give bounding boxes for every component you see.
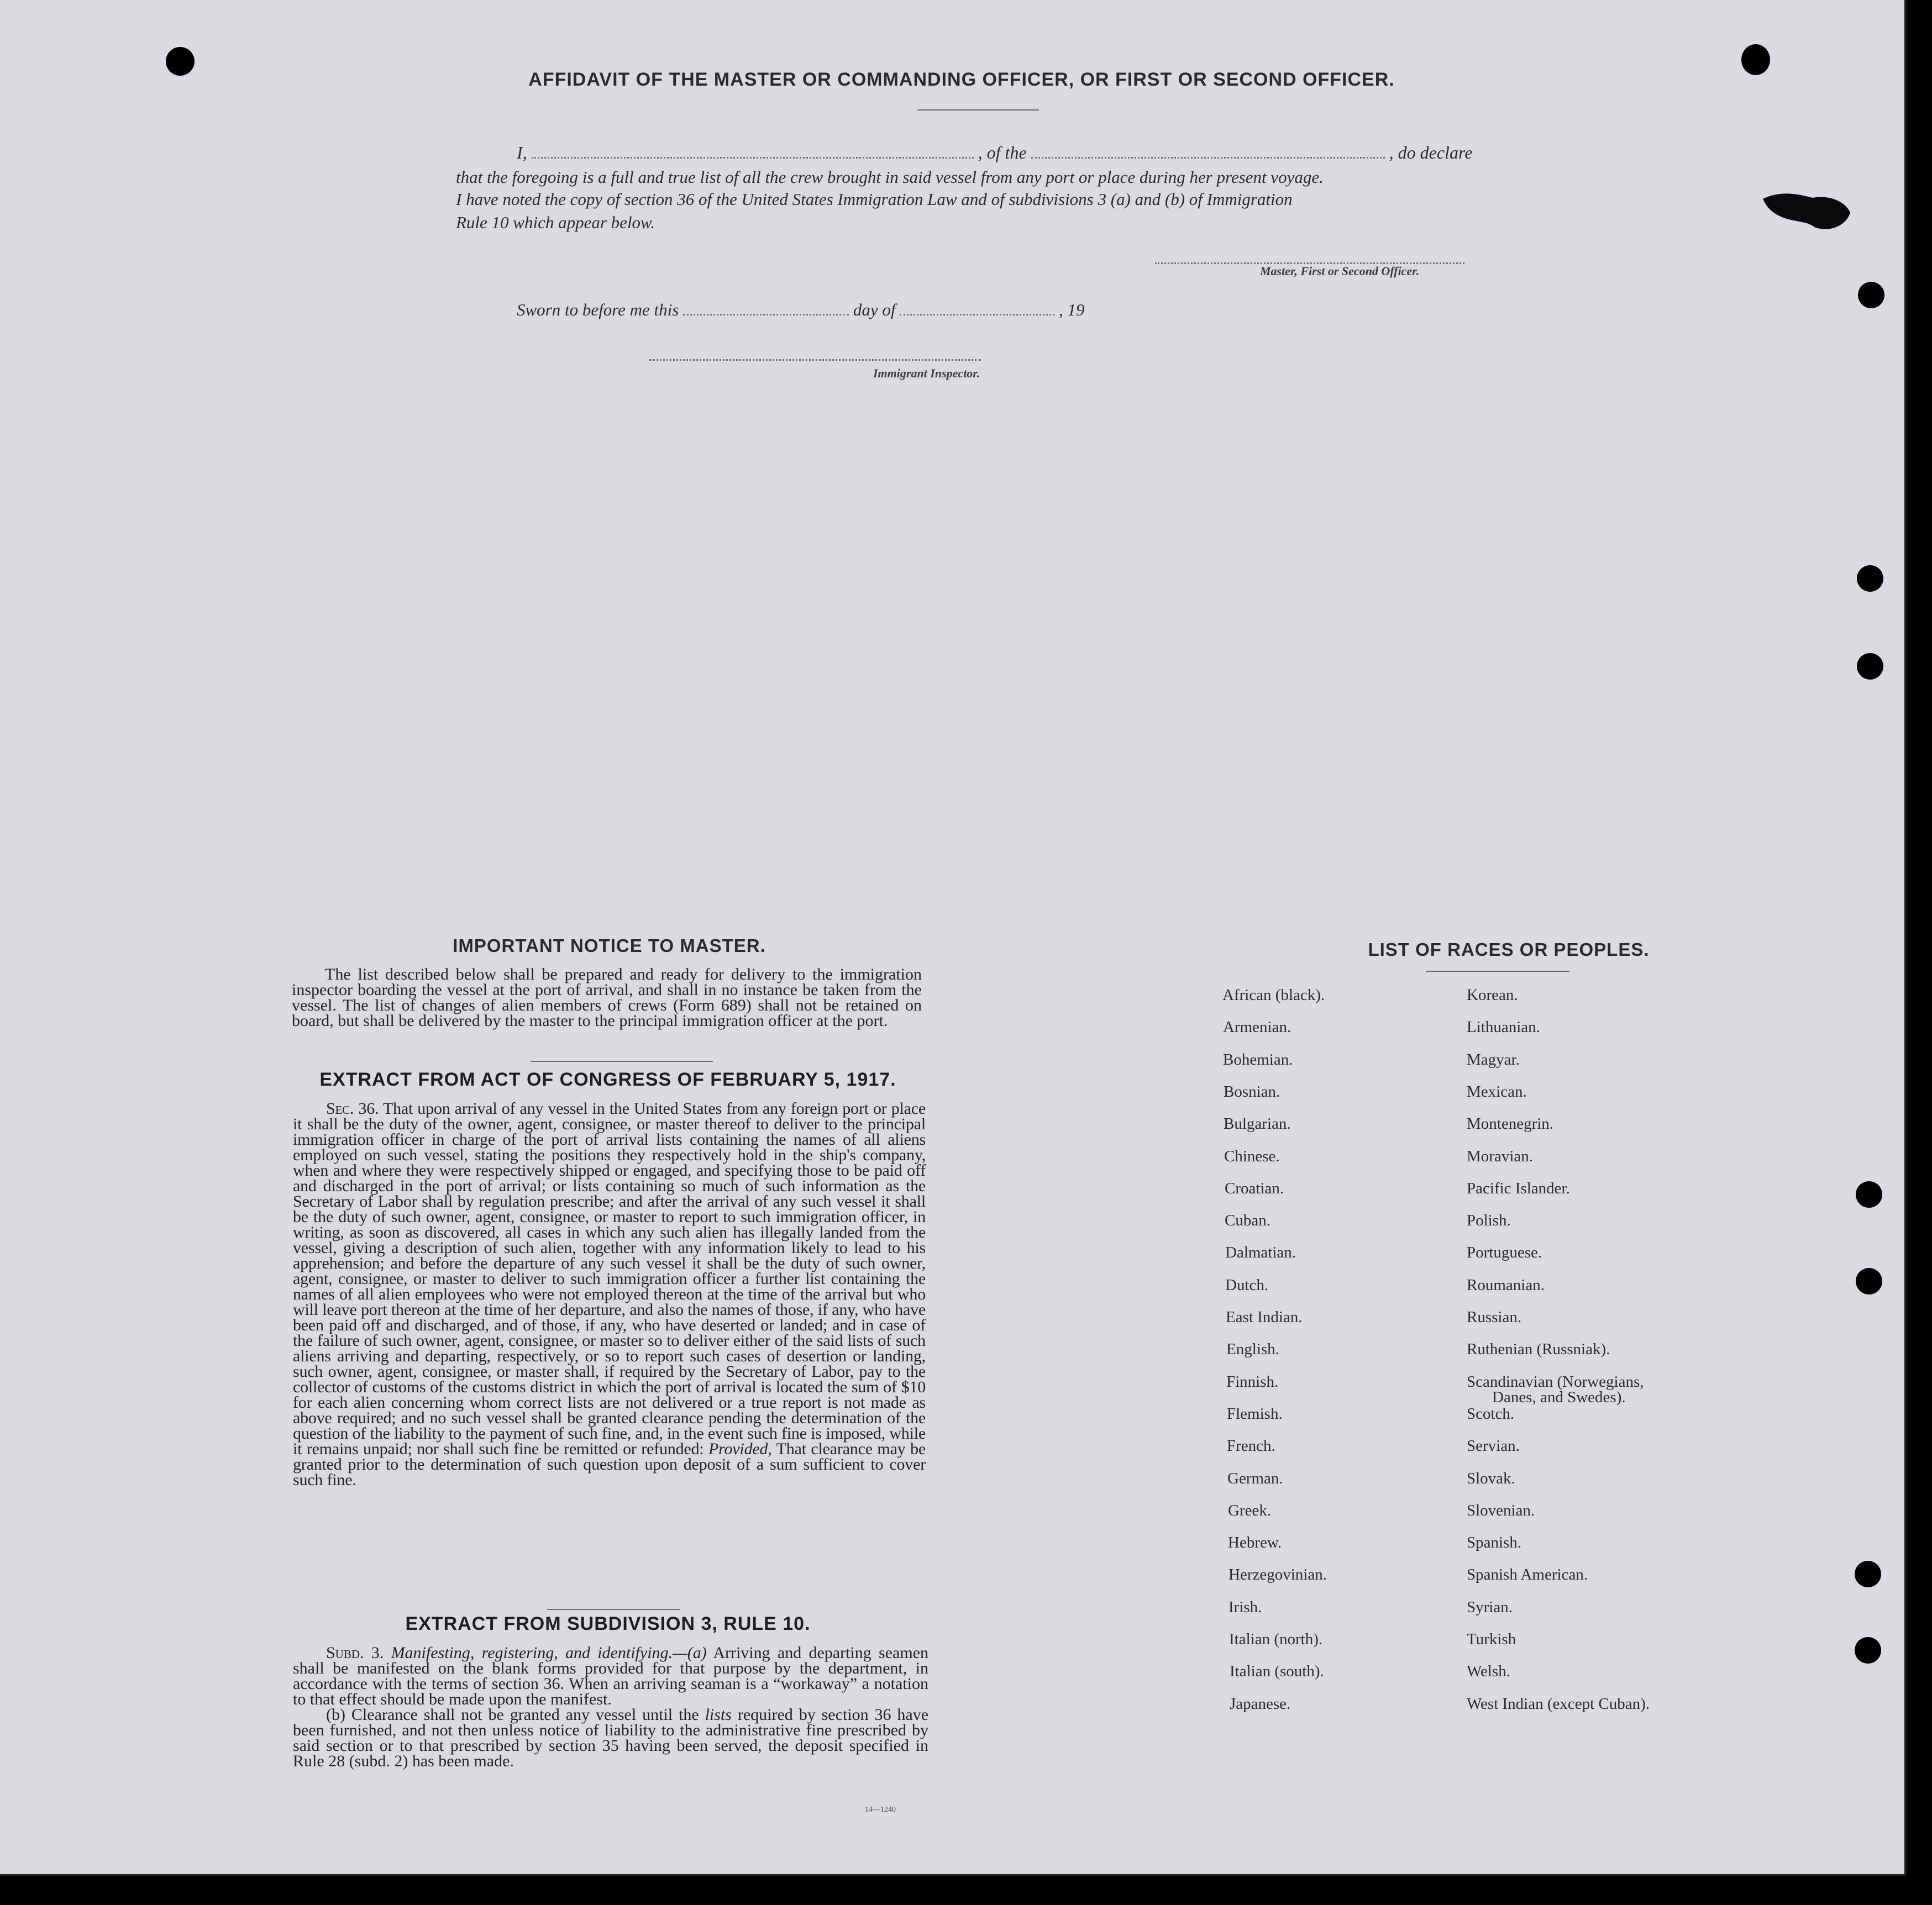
act-extract-title: EXTRACT FROM ACT OF CONGRESS OF FEBRUARY 5, 1917. (319, 1069, 896, 1090)
rule-extract-title: EXTRACT FROM SUBDIVISION 3, RULE 10. (405, 1613, 811, 1634)
race-item: Irish. (1229, 1598, 1262, 1616)
punch-hole (1858, 282, 1884, 308)
sworn-year: , 19 (1058, 300, 1085, 319)
affidavit-line-2: that the foregoing is a full and true list of all the crew brought in said vessel from any port or place during her present voyage. (456, 167, 1324, 187)
race-item: Italian (south). (1230, 1662, 1324, 1680)
section-label: Sec. 36. (326, 1099, 379, 1118)
provided-word: Provided, (708, 1440, 772, 1458)
race-item: Finnish. (1226, 1373, 1279, 1391)
race-item: Bosnian. (1224, 1083, 1280, 1101)
punch-hole (1856, 1181, 1882, 1208)
race-item: Spanish American. (1467, 1566, 1588, 1583)
master-signature-label: Master, First or Second Officer. (1260, 264, 1420, 278)
race-item: Scotch. (1467, 1405, 1515, 1423)
race-item: Hebrew. (1228, 1534, 1282, 1551)
race-item: Dalmatian. (1225, 1244, 1296, 1261)
punch-hole (1856, 1268, 1882, 1294)
act-extract-text (293, 1101, 926, 1488)
rule-paragraph-b (293, 1707, 928, 1769)
act-body: That upon arrival of any vessel in the United States from any foreign port or place it shall be the duty of the owner, agent, consignee, or master thereof to deliver to the principal immigration officer in charge of the port of arrival lists containing the names of all aliens employed on such vessel, stating the positions they respectively hold in the ship's company, when and where they were respectively shipped or engaged, and specifying those to be paid off and discharged in the port of arrival; or lists containing so much of such information as the Secretary of Labor shall by regulation prescribe; and after the arrival of any such vessel it shall be the duty of such owner, agent, consignee, or master to report to such immigration officer, in writing, as soon as discovered, all cases in which any such alien has illegally landed from the vessel, giving a description of such alien, together with any information likely to lead to his apprehension; and before the departure of any such vessel it shall be the duty of such owner, agent, consignee, or master to deliver to such immigration officer a further list containing the names of all alien employees who were not employed thereon at the time of the arrival but who will leave port thereon at the time of her departure, and also the names of those, if any, who have been paid off and discharged, and of those, if any, who have deserted or landed; and in case of the failure of such owner, agent, consignee, or master so to deliver either of the said lists of such aliens arriving and departing, respectively, or so to report such cases of desertion or landing, such owner, agent, consignee, or master shall, if required by the Secretary of Labor, pay to the collector of customs of the customs district in which the port of arrival is located the sum of $10 for each alien concerning whom correct lists are not delivered or a true report is not made as above required; and no such vessel shall be granted clearance pending the determination of the question of the liability to the payment of such fine, and, in the event such fine is imposed, while it remains unpaid; nor shall such fine be remitted or refunded: (293, 1099, 926, 1458)
notice-paragraph: The list described below shall be prepared and ready for delivery to the immigration inspector boarding the vessel at the port of arrival, and shall in no instance be taken from the vessel. The list of changes of alien members of crews (Form 689) shall not be retained on board, but shall be delivered by the master to the principal immigration officer at the port. (292, 965, 922, 1030)
race-item: Montenegrin. (1467, 1115, 1554, 1133)
race-item: East Indian. (1226, 1308, 1303, 1326)
race-item: Servian. (1467, 1437, 1520, 1455)
race-item: Italian (north). (1229, 1630, 1323, 1648)
race-item: Greek. (1228, 1502, 1272, 1519)
race-item: Roumanian. (1467, 1276, 1545, 1294)
races-title-rule (1426, 971, 1569, 972)
punch-hole (1855, 1637, 1881, 1664)
rule-paragraph-a (293, 1645, 928, 1707)
act-paragraph (293, 1101, 926, 1488)
race-item: Lithuanian. (1467, 1018, 1540, 1036)
race-item: Chinese. (1224, 1148, 1280, 1165)
punch-hole (166, 47, 195, 76)
race-item: French. (1227, 1437, 1275, 1455)
para-a-body: Arriving and departing seamen shall be manifested on the blank forms provided for that purpose by the department, in accordance with the terms of section 36. When an arriving seaman is a “workaway” a notation to that effect should be made upon the manifest. (293, 1644, 928, 1708)
race-item: Mexican. (1467, 1083, 1527, 1101)
section-rule (531, 1061, 713, 1062)
race-item: Slovak. (1467, 1470, 1515, 1487)
race-item: English. (1226, 1340, 1279, 1358)
race-item: Spanish. (1467, 1534, 1522, 1551)
affidavit-line-3: I have noted the copy of section 36 of the United States Immigration Law and of subdivisions 3 (a) and (b) of Immigration (456, 190, 1293, 209)
notice-text (292, 967, 922, 1029)
race-item: Syrian. (1467, 1598, 1513, 1616)
race-item: German. (1227, 1470, 1283, 1487)
notice-title: IMPORTANT NOTICE TO MASTER. (453, 935, 766, 956)
punch-hole (1855, 1561, 1881, 1587)
race-item: Turkish (1467, 1630, 1516, 1648)
affidavit-declaration-line (517, 143, 1511, 163)
race-item: Bulgarian. (1224, 1115, 1291, 1133)
race-item: Scandinavian (Norwegians, (1467, 1373, 1644, 1391)
race-item: Croatian. (1225, 1180, 1284, 1197)
subd-heading: Manifesting, registering, and identifying.—(a) (391, 1644, 707, 1662)
month-field[interactable] (900, 308, 1054, 315)
race-item: Korean. (1467, 986, 1518, 1004)
race-item: African (black). (1222, 986, 1325, 1004)
race-item: Welsh. (1467, 1662, 1511, 1680)
sworn-day-of: day of (853, 300, 896, 319)
sworn-prefix: Sworn to before me this (517, 300, 679, 319)
inspector-label: Immigrant Inspector. (873, 366, 980, 380)
title-rule (917, 109, 1039, 110)
race-item: Armenian. (1223, 1018, 1292, 1036)
affidavit-of-the: , of the (978, 143, 1027, 162)
affidavit-title: AFFIDAVIT OF THE MASTER OR COMMANDING OFFICER, OR FIRST OR SECOND OFFICER. (528, 69, 1395, 90)
race-item: Bohemian. (1223, 1051, 1293, 1069)
sworn-line (517, 300, 1180, 320)
para-b-label: (b) (326, 1706, 345, 1724)
race-item: Polish. (1467, 1212, 1511, 1229)
race-item: Pacific Islander. (1467, 1180, 1570, 1197)
subd-label: Subd. 3. (326, 1644, 384, 1662)
race-item: Russian. (1467, 1308, 1522, 1326)
race-item: Herzegovinian. (1229, 1566, 1327, 1583)
race-item: Ruthenian (Russniak). (1467, 1340, 1610, 1358)
master-signature-field[interactable] (1155, 257, 1464, 264)
race-item: Slovenian. (1467, 1502, 1535, 1519)
section-rule (547, 1609, 680, 1610)
race-item: Cuban. (1225, 1212, 1271, 1229)
affidavit-i: I, (517, 143, 527, 162)
punch-hole (1741, 44, 1770, 75)
day-field[interactable] (683, 308, 849, 315)
race-item: Flemish. (1227, 1405, 1283, 1423)
name-field[interactable] (532, 151, 974, 159)
race-item: Moravian. (1467, 1148, 1533, 1165)
vessel-field[interactable] (1031, 151, 1385, 159)
race-item: Danes, and Swedes). (1492, 1388, 1626, 1406)
race-item: Japanese. (1230, 1695, 1291, 1713)
affidavit-line-4: Rule 10 which appear below. (456, 213, 655, 232)
punch-hole (1857, 565, 1883, 592)
race-item: Magyar. (1467, 1051, 1520, 1069)
para-b-lists: lists (705, 1706, 732, 1724)
form-number: 14—1240 (865, 1806, 896, 1814)
punch-hole (1857, 653, 1883, 680)
para-b-pre: Clearance shall not be granted any vessel until the (351, 1706, 699, 1724)
ink-blot (1763, 188, 1851, 238)
inspector-signature-field[interactable] (649, 354, 981, 361)
race-item: Dutch. (1225, 1276, 1269, 1294)
race-item: Portuguese. (1467, 1244, 1542, 1261)
rule-extract-text (293, 1645, 928, 1769)
act-body-end: That clearance may be granted prior to the determination of such question upon deposit of a sum sufficient to cover such fine. (293, 1440, 926, 1489)
affidavit-do-declare: , do declare (1389, 143, 1473, 162)
races-title: LIST OF RACES OR PEOPLES. (1368, 939, 1650, 960)
para-b-post: required by section 36 have been furnished, and not then unless notice of liability to the administrative fine prescribed by said section or to that prescribed by section 35 having been served, the deposit specified in Rule 28 (subd. 2) has been made. (293, 1706, 929, 1770)
race-item: West Indian (except Cuban). (1467, 1695, 1650, 1713)
